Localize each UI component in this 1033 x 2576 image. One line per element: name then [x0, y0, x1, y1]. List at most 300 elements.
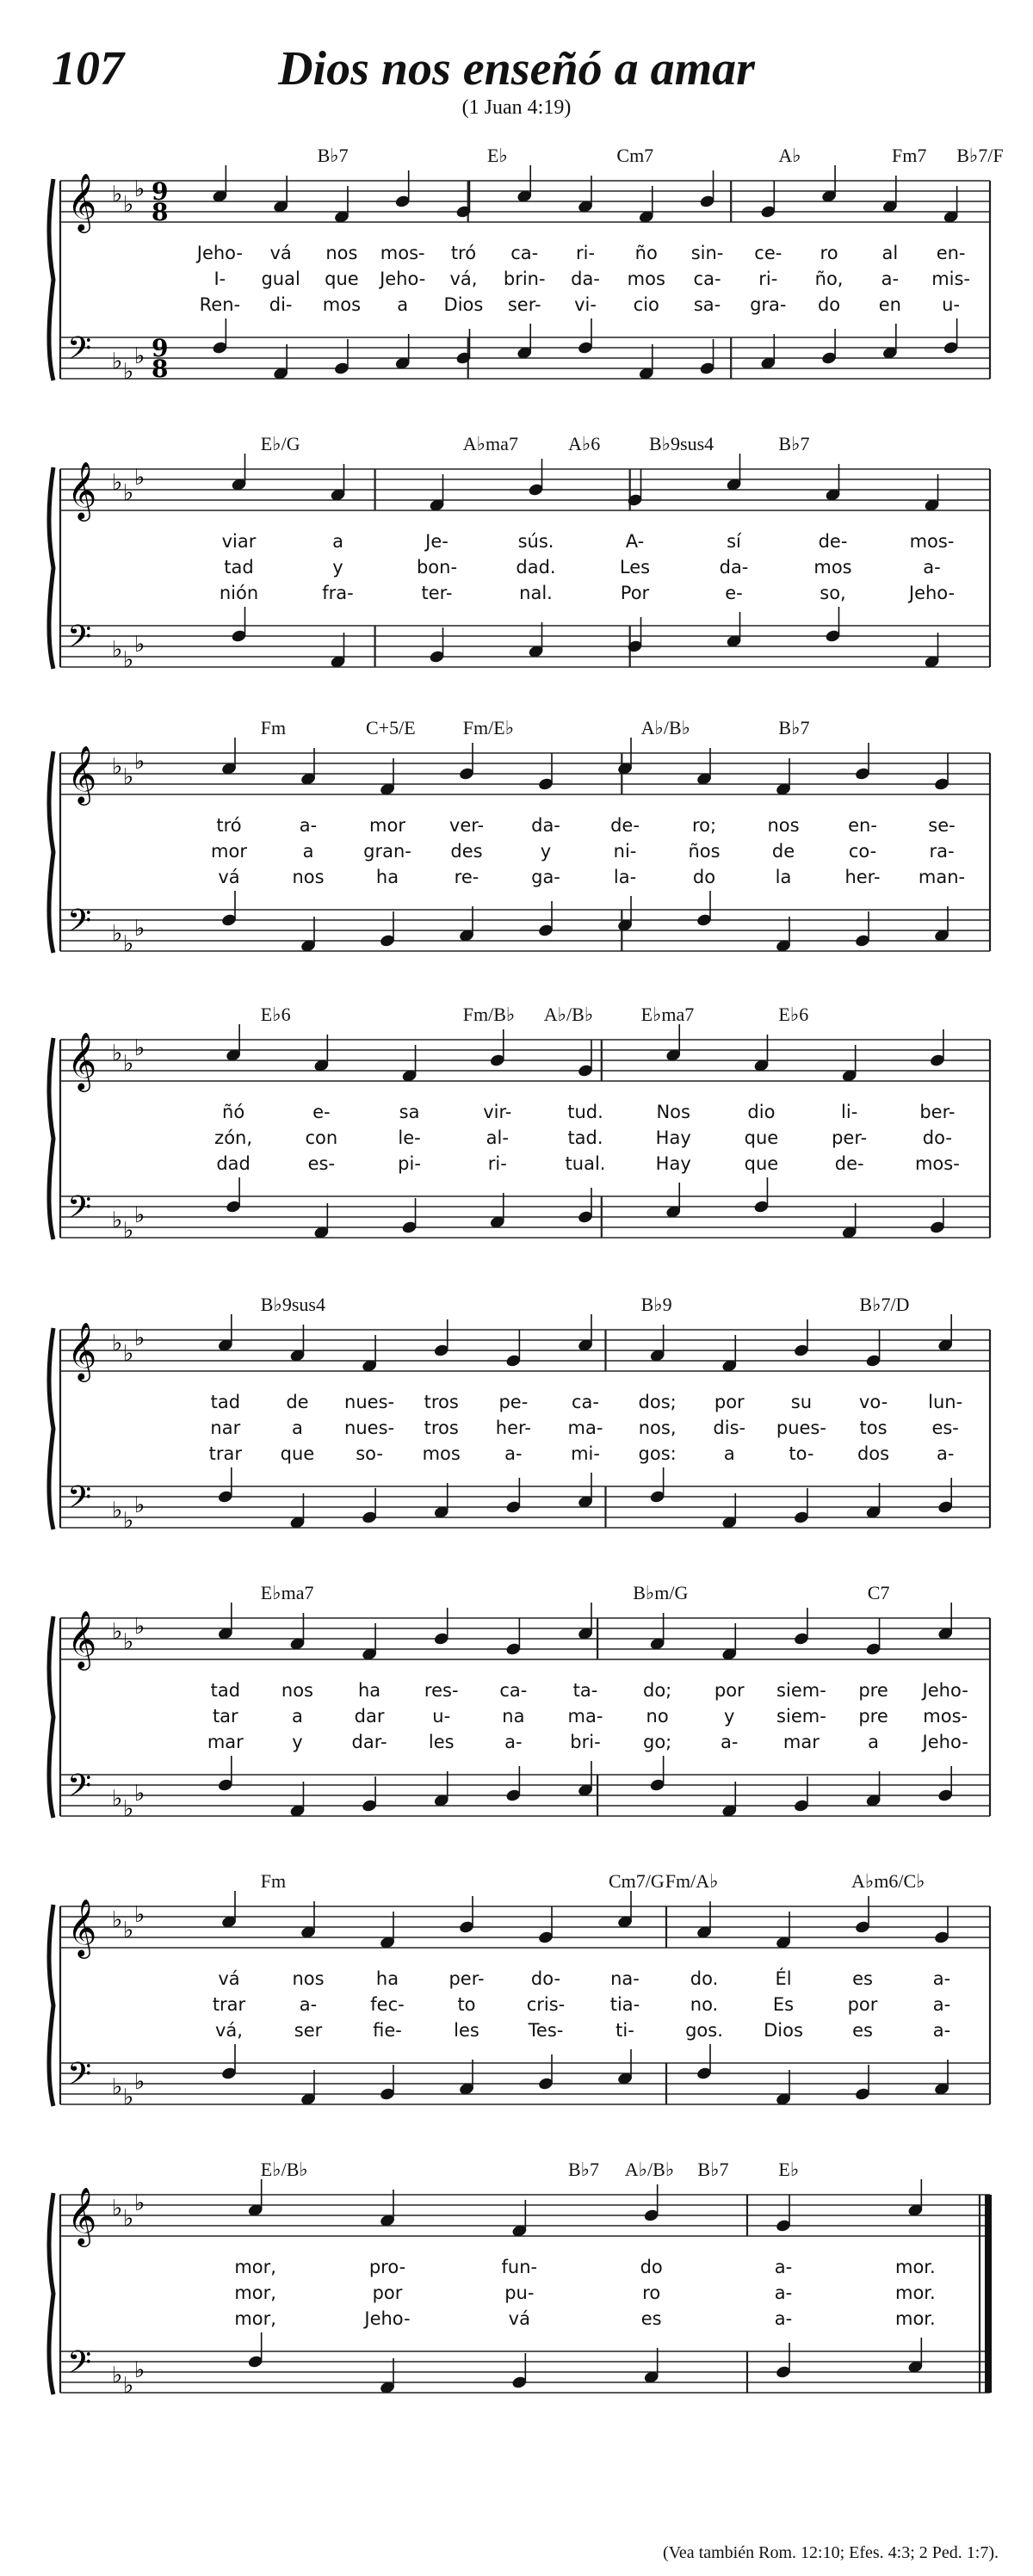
treble-clef: 𝄞	[67, 460, 97, 519]
lyric-syllable: es	[852, 2020, 873, 2041]
lyric-syllable: por	[847, 1994, 878, 2015]
lyric-syllable: Dios	[764, 2020, 803, 2041]
lyric-syllable: nos	[281, 1680, 314, 1701]
lyric-syllable: fun-	[501, 2257, 538, 2277]
flat-accidental: ♭	[134, 176, 145, 202]
lyric-syllable: Les	[619, 557, 651, 578]
lyric-syllable: mos	[422, 1443, 461, 1464]
lyric-syllable: que	[744, 1153, 779, 1174]
system-2	[52, 435, 999, 710]
lyric-syllable: que	[744, 1127, 779, 1148]
lyric-syllable: na	[502, 1706, 525, 1727]
lyric-syllable: mor.	[894, 2308, 936, 2329]
chord-symbol: B♭m/G	[633, 1582, 689, 1603]
lyric-syllable: dio	[747, 1102, 776, 1122]
chord-symbol: A♭	[778, 145, 801, 166]
lyric-syllable: ri-	[487, 1153, 507, 1174]
chord-symbol: C+5/E	[366, 717, 416, 738]
lyric-line-3	[52, 294, 999, 318]
lyric-syllable: lun-	[928, 1392, 963, 1412]
lyric-syllable: man-	[918, 867, 966, 887]
lyric-syllable: fie-	[373, 2020, 402, 2041]
lyric-line-2	[52, 1418, 999, 1442]
lyric-syllable: Jeho-	[908, 583, 956, 603]
lyric-syllable: u-	[942, 294, 961, 315]
lyric-syllable: a-	[299, 1994, 318, 2015]
bass-clef: 𝄢	[67, 903, 92, 947]
lyric-syllable: a	[292, 1706, 303, 1727]
system-4	[52, 1005, 999, 1281]
lyric-syllable: ha	[357, 1680, 381, 1701]
lyric-syllable: pu-	[504, 2283, 535, 2303]
lyric-syllable: es-	[931, 1418, 959, 1438]
lyric-syllable: mor.	[894, 2283, 936, 2303]
lyric-syllable: e-	[725, 583, 743, 603]
lyric-syllable: cio	[633, 294, 659, 315]
lyric-syllable: gran-	[363, 841, 411, 862]
chord-symbol: Fm/E♭	[462, 717, 515, 738]
lyric-syllable: nos,	[638, 1418, 677, 1438]
lyric-syllable: ha	[375, 1968, 399, 1989]
lyric-syllable: do-	[530, 1968, 561, 1989]
lyric-syllable: se-	[928, 815, 956, 836]
lyric-syllable: mos-	[909, 531, 955, 552]
lyric-syllable: siem-	[776, 1680, 826, 1701]
chord-symbol: E♭ma7	[640, 1004, 695, 1025]
lyric-syllable: pre	[858, 1680, 888, 1701]
lyric-syllable: dis-	[713, 1418, 746, 1438]
flat-accidental: ♭	[123, 192, 134, 218]
flat-accidental: ♭	[123, 2373, 134, 2399]
lyric-syllable: a	[332, 531, 343, 552]
lyric-syllable: na-	[610, 1968, 640, 1989]
treble-clef: 𝄞	[67, 744, 97, 803]
lyric-syllable: Jeho-	[922, 1732, 968, 1752]
lyric-line-3	[52, 1732, 999, 1756]
lyric-syllable: al-	[486, 1127, 509, 1148]
flat-accidental: ♭	[112, 182, 123, 207]
lyric-syllable: mos	[813, 557, 852, 578]
flat-accidental: ♭	[134, 1781, 145, 1807]
lyric-syllable: a-	[936, 1443, 955, 1464]
flat-accidental: ♭	[123, 2206, 134, 2232]
lyric-syllable: tia-	[609, 1994, 640, 2015]
flat-accidental: ♭	[123, 1796, 134, 1822]
flat-accidental: ♭	[123, 1629, 134, 1655]
lyric-syllable: es	[640, 2308, 662, 2329]
lyric-syllable: sin-	[690, 243, 724, 263]
flat-accidental: ♭	[123, 2085, 134, 2110]
lyric-syllable: do	[817, 294, 841, 315]
lyric-syllable: mar	[207, 1732, 244, 1752]
flat-accidental: ♭	[134, 2069, 145, 2095]
flat-accidental: ♭	[112, 1786, 123, 1812]
flat-accidental: ♭	[112, 1907, 123, 1933]
lyric-syllable: Es	[772, 1994, 795, 2015]
flat-accidental: ♭	[123, 1051, 134, 1077]
lyric-syllable: nos	[292, 867, 325, 887]
lyric-syllable: ser	[294, 2020, 323, 2041]
lyric-syllable: cris-	[526, 1994, 566, 2015]
lyric-syllable: de-	[610, 815, 640, 836]
chord-symbol: E♭6	[778, 1004, 809, 1025]
lyric-syllable: Él	[775, 1968, 792, 1989]
flat-accidental: ♭	[123, 1341, 134, 1367]
lyric-syllable: a-	[932, 1994, 951, 2015]
lyric-syllable: pues-	[776, 1418, 826, 1438]
lyric-syllable: sí	[727, 531, 741, 552]
bass-clef: 𝄢	[67, 1189, 92, 1233]
lyric-syllable: go;	[642, 1732, 672, 1752]
flat-accidental: ♭	[112, 921, 123, 947]
lyric-syllable: pi-	[398, 1153, 421, 1174]
chord-symbol: Fm	[260, 1870, 287, 1892]
lyric-syllable: vi-	[574, 294, 597, 315]
lyric-syllable: Por	[620, 583, 650, 603]
flat-accidental: ♭	[112, 1041, 123, 1066]
chord-symbol: E♭	[778, 2159, 800, 2180]
chord-symbol: Fm/A♭	[665, 1870, 719, 1892]
lyric-syllable: con	[305, 1127, 338, 1148]
lyric-syllable: a-	[932, 1968, 951, 1989]
lyric-syllable: mos	[322, 294, 362, 315]
flat-accidental: ♭	[134, 916, 145, 942]
lyric-syllable: tad	[224, 557, 254, 578]
chord-symbol: A♭m6/C♭	[851, 1870, 925, 1892]
chord-symbol: E♭	[487, 145, 508, 166]
lyric-syllable: a-	[504, 1443, 523, 1464]
lyric-line-3	[52, 867, 999, 891]
flat-accidental: ♭	[112, 754, 123, 780]
lyric-syllable: ca-	[572, 1392, 599, 1412]
lyric-syllable: a-	[504, 1732, 523, 1752]
lyric-syllable: do;	[642, 1680, 672, 1701]
chord-symbol: B♭9sus4	[649, 433, 714, 454]
lyric-syllable: des	[450, 841, 483, 862]
lyric-syllable: nues-	[344, 1418, 395, 1438]
lyric-syllable: ri-	[575, 243, 596, 263]
lyric-syllable: tró	[450, 243, 477, 263]
lyric-syllable: Hay	[655, 1127, 691, 1148]
bass-clef: 𝄢	[67, 619, 92, 663]
lyric-syllable: Nos	[656, 1102, 690, 1122]
lyric-syllable: viar	[221, 531, 257, 552]
lyric-syllable: de-	[834, 1153, 864, 1174]
system-5	[52, 1295, 999, 1571]
lyric-line-2	[52, 1994, 999, 2018]
lyric-syllable: pre	[858, 1706, 888, 1727]
lyric-syllable: tad.	[567, 1127, 603, 1148]
lyric-syllable: no.	[690, 1994, 719, 2015]
chord-symbol: E♭ma7	[260, 1582, 314, 1603]
chord-symbol: E♭/B♭	[260, 2159, 308, 2180]
footnote: (Vea también Rom. 12:10; Efes. 4:3; 2 Ped. 1:7).	[663, 2543, 999, 2562]
chord-symbol: B♭7	[317, 145, 349, 166]
lyric-line-2	[52, 269, 999, 293]
bass-clef: 𝄢	[67, 1480, 92, 1523]
flat-accidental: ♭	[134, 632, 145, 658]
treble-clef: 𝄞	[67, 1031, 97, 1090]
chord-symbol: A♭/B♭	[640, 717, 691, 738]
lyric-syllable: a	[302, 841, 314, 862]
lyric-syllable: do.	[690, 1968, 719, 1989]
lyric-syllable: a-	[923, 557, 941, 578]
lyric-syllable: tud.	[567, 1102, 603, 1122]
lyric-syllable: ma-	[567, 1706, 603, 1727]
flat-accidental: ♭	[134, 2357, 145, 2383]
flat-accidental: ♭	[134, 1492, 145, 1518]
bass-clef: 𝄢	[67, 2056, 92, 2100]
lyric-syllable: ni-	[613, 841, 637, 862]
lyric-syllable: que	[325, 269, 359, 289]
scripture-reference: (1 Juan 4:19)	[461, 96, 572, 119]
flat-accidental: ♭	[123, 359, 134, 385]
lyric-line-1	[52, 1968, 999, 1992]
time-signature: 9	[152, 177, 169, 206]
lyric-syllable: mis-	[931, 269, 971, 289]
lyric-syllable: tar	[212, 1706, 238, 1727]
lyric-syllable: vá	[218, 867, 240, 887]
lyric-syllable: bri-	[570, 1732, 601, 1752]
lyric-syllable: dar-	[351, 1732, 387, 1752]
lyric-syllable: mos-	[380, 243, 425, 263]
lyric-syllable: Jeho-	[196, 243, 243, 263]
lyric-line-1	[52, 531, 999, 555]
treble-clef: 𝄞	[67, 2186, 97, 2245]
lyric-syllable: ce-	[754, 243, 782, 263]
system-6	[52, 1584, 999, 1859]
lyric-syllable: brin-	[503, 269, 546, 289]
lyric-syllable: I-	[213, 269, 226, 289]
lyric-syllable: nal.	[519, 583, 553, 603]
flat-accidental: ♭	[112, 637, 123, 663]
treble-clef: 𝄞	[67, 172, 97, 231]
lyric-syllable: gos:	[638, 1443, 677, 1464]
lyric-syllable: vá	[269, 243, 292, 263]
lyric-syllable: vá	[218, 1968, 240, 1989]
flat-accidental: ♭	[112, 2196, 123, 2221]
lyric-syllable: no	[646, 1706, 669, 1727]
flat-accidental: ♭	[134, 1035, 145, 1061]
lyric-syllable: nos	[325, 243, 358, 263]
lyric-line-3	[52, 1153, 999, 1177]
lyric-syllable: fra-	[322, 583, 354, 603]
time-signature: 8	[152, 355, 169, 383]
flat-accidental: ♭	[134, 1325, 145, 1351]
lyric-syllable: mar	[782, 1732, 820, 1752]
lyric-syllable: a-	[721, 1732, 739, 1752]
lyric-syllable: la-	[613, 867, 637, 887]
lyric-syllable: gra-	[750, 294, 787, 315]
chord-symbol: C7	[867, 1582, 890, 1603]
system-7	[52, 1872, 999, 2147]
lyric-syllable: su	[790, 1392, 813, 1412]
lyric-syllable: da-	[531, 815, 560, 836]
lyric-syllable: y	[540, 841, 552, 862]
lyric-line-1	[52, 1392, 999, 1416]
lyric-syllable: nos	[767, 815, 800, 836]
lyric-syllable: tad	[210, 1392, 241, 1412]
lyric-syllable: y	[292, 1732, 303, 1752]
chord-symbol: A♭/B♭	[624, 2159, 675, 2180]
lyric-syllable: ro	[820, 243, 838, 263]
lyric-line-3	[52, 583, 999, 607]
lyric-syllable: mor	[211, 841, 247, 862]
lyric-syllable: so,	[820, 583, 846, 603]
lyric-syllable: ro	[642, 2283, 661, 2303]
lyric-syllable: trar	[208, 1443, 242, 1464]
lyric-syllable: vir-	[483, 1102, 512, 1122]
chord-symbol: Cm7	[616, 145, 654, 166]
lyric-syllable: y	[724, 1706, 735, 1727]
lyric-syllable: ti-	[615, 2020, 634, 2041]
lyric-syllable: mor.	[894, 2257, 936, 2277]
lyric-syllable: que	[280, 1443, 315, 1464]
flat-accidental: ♭	[123, 647, 134, 673]
system-3	[52, 719, 999, 994]
lyric-syllable: to	[457, 1994, 476, 2015]
lyric-syllable: Dios	[443, 294, 484, 315]
lyric-syllable: da-	[719, 557, 749, 578]
treble-clef: 𝄞	[67, 1609, 97, 1668]
lyric-line-2	[52, 557, 999, 581]
time-signature: 9	[152, 334, 169, 362]
lyric-syllable: per-	[448, 1968, 485, 1989]
lyric-syllable: ro;	[691, 815, 717, 836]
flat-accidental: ♭	[112, 1619, 123, 1645]
chord-symbol: B♭7	[778, 433, 810, 454]
lyric-syllable: a	[397, 294, 409, 315]
lyric-syllable: ta-	[572, 1680, 598, 1701]
lyric-line-1	[52, 2257, 999, 2281]
flat-accidental: ♭	[134, 465, 145, 491]
lyric-syllable: nar	[210, 1418, 241, 1438]
lyric-syllable: ha	[375, 867, 399, 887]
lyric-line-3	[52, 1443, 999, 1467]
lyric-syllable: do	[692, 867, 716, 887]
lyric-syllable: siem-	[776, 1706, 826, 1727]
lyric-syllable: da-	[571, 269, 600, 289]
treble-clef: 𝄞	[67, 1898, 97, 1956]
lyric-syllable: per-	[832, 1127, 868, 1148]
lyric-syllable: mor,	[234, 2283, 276, 2303]
flat-accidental: ♭	[112, 1331, 123, 1356]
flat-accidental: ♭	[112, 2074, 123, 2100]
lyric-syllable: por	[372, 2283, 403, 2303]
lyric-syllable: les	[454, 2020, 479, 2041]
lyric-syllable: es	[852, 1968, 873, 1989]
lyric-syllable: a-	[774, 2283, 793, 2303]
lyric-line-2	[52, 2283, 999, 2307]
flat-accidental: ♭	[112, 470, 123, 496]
hymn-number: 107	[52, 42, 124, 96]
chord-symbol: Fm/B♭	[462, 1004, 516, 1025]
lyric-syllable: vo-	[858, 1392, 888, 1412]
lyric-syllable: de	[771, 841, 795, 862]
lyric-syllable: A-	[625, 531, 645, 552]
flat-accidental: ♭	[134, 749, 145, 775]
hymn-title: Dios nos enseñó a amar	[278, 42, 755, 96]
lyric-line-2	[52, 1706, 999, 1730]
lyric-syllable: so-	[356, 1443, 383, 1464]
chord-symbol: A♭/B♭	[543, 1004, 594, 1025]
lyric-syllable: to-	[789, 1443, 814, 1464]
lyric-syllable: Jeho-	[364, 2308, 411, 2329]
flat-accidental: ♭	[112, 1498, 123, 1523]
lyric-syllable: dos;	[638, 1392, 677, 1412]
lyric-syllable: re-	[454, 867, 479, 887]
lyric-syllable: trar	[212, 1994, 246, 2015]
chord-symbol: Fm	[260, 717, 287, 738]
lyric-syllable: le-	[398, 1127, 421, 1148]
lyric-syllable: tros	[424, 1392, 459, 1412]
time-signature: 8	[152, 198, 169, 226]
flat-accidental: ♭	[134, 2190, 145, 2216]
lyric-syllable: ño,	[814, 269, 844, 289]
lyric-syllable: do	[640, 2257, 663, 2277]
chord-symbol: B♭9sus4	[260, 1294, 325, 1315]
lyric-syllable: Tes-	[528, 2020, 564, 2041]
lyric-syllable: en	[878, 294, 901, 315]
lyric-syllable: por	[714, 1392, 745, 1412]
flat-accidental: ♭	[112, 349, 123, 374]
lyric-syllable: tros	[424, 1418, 459, 1438]
lyric-syllable: a	[723, 1443, 735, 1464]
lyric-syllable: mor,	[234, 2257, 276, 2277]
bass-clef: 𝄢	[67, 1768, 92, 1812]
treble-clef: 𝄞	[67, 1321, 97, 1380]
flat-accidental: ♭	[123, 764, 134, 790]
lyric-line-3	[52, 2308, 999, 2332]
chord-symbol: E♭/G	[260, 433, 300, 454]
lyric-syllable: ños	[688, 841, 721, 862]
lyric-syllable: pe-	[498, 1392, 529, 1412]
lyric-syllable: dos	[857, 1443, 890, 1464]
lyric-syllable: sús.	[517, 531, 554, 552]
lyric-syllable: tró	[216, 815, 242, 836]
lyric-syllable: Jeho-	[922, 1680, 968, 1701]
flat-accidental: ♭	[123, 1508, 134, 1534]
lyric-syllable: gual	[261, 269, 300, 289]
lyric-line-1	[52, 1102, 999, 1126]
lyric-syllable: sa	[399, 1102, 420, 1122]
flat-accidental: ♭	[123, 1918, 134, 1943]
lyric-syllable: nos	[292, 1968, 325, 1989]
chord-symbol: B♭7	[778, 717, 810, 738]
lyric-syllable: vá,	[215, 2020, 243, 2041]
lyric-syllable: ca-	[499, 1680, 528, 1701]
lyric-syllable: de	[286, 1392, 309, 1412]
flat-accidental: ♭	[134, 1902, 145, 1928]
lyric-syllable: mor	[369, 815, 405, 836]
lyric-syllable: her-	[495, 1418, 531, 1438]
system-8	[52, 2160, 999, 2436]
lyric-syllable: nión	[219, 583, 259, 603]
lyric-syllable: her-	[844, 867, 881, 887]
lyric-syllable: dad	[216, 1153, 251, 1174]
bass-clef: 𝄢	[67, 330, 92, 374]
lyric-line-3	[52, 2020, 999, 2044]
lyric-syllable: dad.	[516, 557, 556, 578]
lyric-line-1	[52, 815, 999, 839]
lyric-syllable: a	[868, 1732, 879, 1752]
lyric-syllable: tual.	[565, 1153, 606, 1174]
lyric-syllable: fec-	[370, 1994, 405, 2015]
lyric-syllable: ri-	[758, 269, 778, 289]
lyric-line-1	[52, 1680, 999, 1704]
flat-accidental: ♭	[134, 1202, 145, 1228]
lyric-syllable: por	[714, 1680, 745, 1701]
